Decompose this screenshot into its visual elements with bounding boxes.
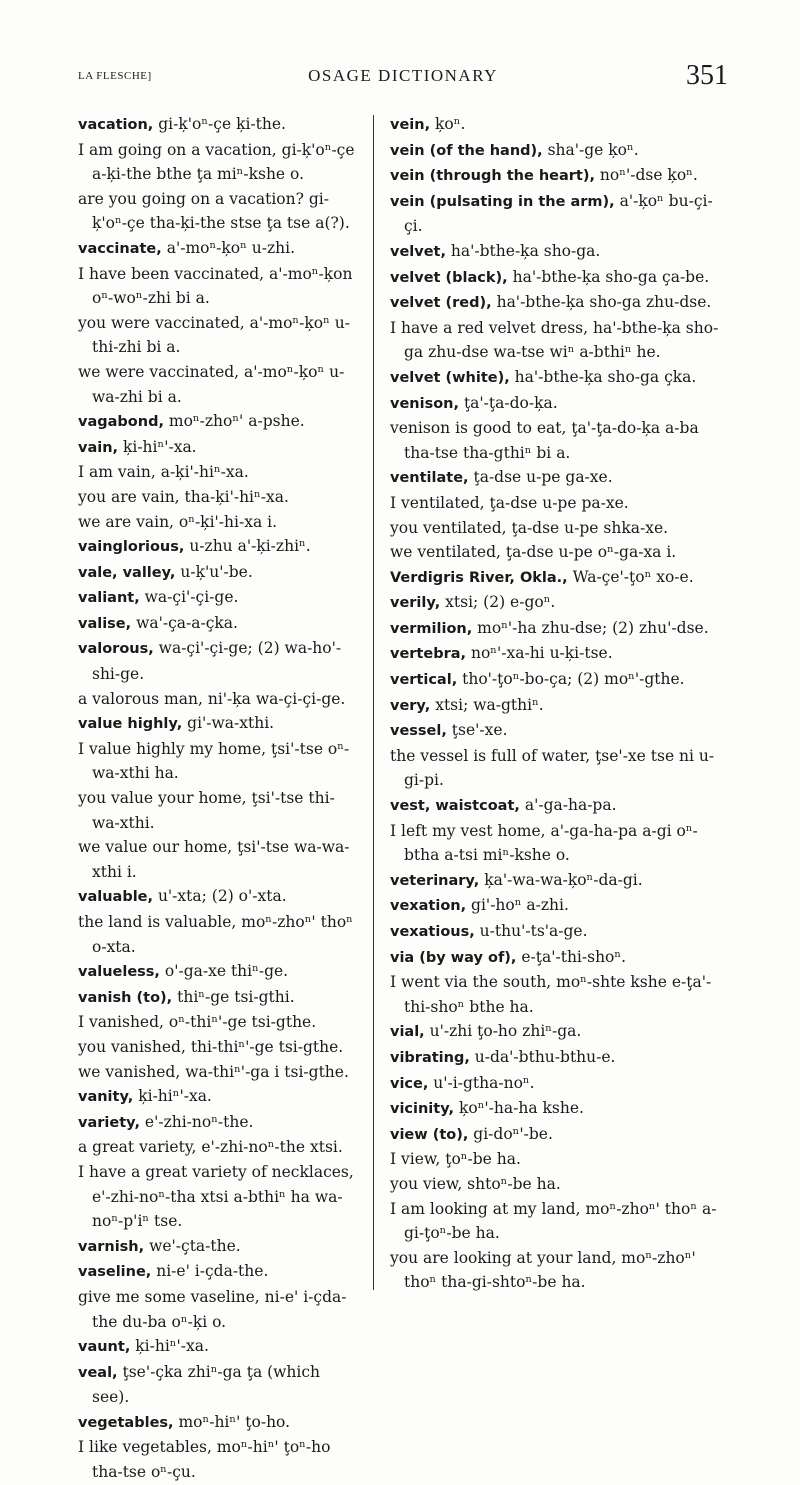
headword: vegetables, [78, 1414, 174, 1431]
example-sentence [78, 138, 362, 187]
dictionary-entry [390, 868, 728, 894]
headword: vale, valley, [78, 564, 176, 581]
entry-text: I went via the south, moⁿ-shte kshe e-ţa'-thi-shoⁿ bthe ha. [390, 973, 712, 1016]
example-sentence [390, 316, 728, 365]
dictionary-entry [78, 1410, 362, 1436]
dictionary-entry [390, 667, 728, 693]
headword: vertebra, [390, 646, 467, 663]
example-sentence [390, 516, 728, 541]
entry-text: I am looking at my land, moⁿ-zhoⁿ' thoⁿ a-gi-ţoⁿ-be ha. [390, 1199, 717, 1243]
dictionary-entry [78, 560, 362, 586]
entry-text: I view, ţoⁿ-be ha. [390, 1150, 521, 1169]
headword: via (by way of), [390, 949, 517, 966]
headword: vice, [390, 1075, 429, 1092]
example-sentence [390, 540, 728, 565]
dictionary-entry [390, 565, 728, 591]
dictionary-entry [390, 1122, 728, 1148]
headword: velvet (red), [390, 295, 492, 312]
dictionary-entry [390, 590, 728, 616]
example-sentence [390, 970, 728, 1019]
headword: vertical, [390, 672, 458, 689]
headword: very, [390, 697, 431, 714]
entry-text: o'-ga-xe thiⁿ-ge. [159, 962, 289, 981]
entry-text: I like vegetables, moⁿ-hiⁿ' ţoⁿ-ho tha-tse oⁿ-çu. [78, 1438, 331, 1482]
dictionary-entry [390, 1071, 728, 1097]
entry-text: ķi-hiⁿ'-xa. [118, 437, 197, 456]
entry-text: u-zhu a'-ķi-zhiⁿ. [184, 537, 311, 556]
entry-text: you vanished, thi-thiⁿ'-ge tsi-gthe. [78, 1037, 344, 1056]
entry-text: you view, shtoⁿ-be ha. [390, 1174, 561, 1193]
entry-text: u'-zhi ţo-ho zhiⁿ-ga. [424, 1022, 582, 1041]
entry-text: we were vaccinated, a'-moⁿ-ķoⁿ u-wa-zhi bi a. [78, 362, 345, 406]
dictionary-entry [390, 465, 728, 491]
example-sentence [78, 1135, 362, 1160]
entry-text: ķoⁿ'-ha-ha kshe. [454, 1099, 584, 1118]
left-column [78, 112, 362, 1485]
entry-text: wa-çi'-çi-ge. [139, 588, 239, 607]
entry-text: you were vaccinated, a'-moⁿ-ķoⁿ u-thi-zhi bi a. [78, 313, 350, 357]
entry-text: wa'-ça-a-çka. [131, 613, 238, 632]
dictionary-entry [390, 718, 728, 744]
entry-text: xtsi; (2) e-goⁿ. [440, 593, 556, 612]
entry-text: ţse'-çka zhiⁿ-ga ţa (which see). [92, 1362, 321, 1407]
dictionary-entry [390, 265, 728, 291]
headword: valise, [78, 615, 132, 632]
dictionary-entry [78, 884, 362, 910]
entry-text: ţa'-ţa-do-ķa. [459, 393, 558, 412]
dictionary-entry [78, 534, 362, 560]
headword: vein, [390, 117, 431, 133]
entry-text: venison is good to eat, ţa'-ţa-do-ķa a-ba tha-tse tha-gthiⁿ bi a. [390, 419, 699, 462]
example-sentence [78, 687, 362, 712]
entry-text: ha'-bthe-ķa sho-ga zhu-dse. [491, 293, 712, 312]
headword: value highly, [78, 716, 183, 733]
entry-text: a'-ķoⁿ bu-çi-çi. [404, 191, 713, 236]
dictionary-entry [78, 1259, 362, 1285]
dictionary-entry [390, 365, 728, 391]
headword: vaccinate, [78, 240, 162, 257]
example-sentence [78, 187, 362, 236]
dictionary-entry [78, 1110, 362, 1136]
headword: vicinity, [390, 1101, 455, 1118]
headword: vial, [390, 1024, 425, 1041]
headword: vaseline, [78, 1264, 152, 1281]
entry-text: I have a great variety of necklaces, e'-zhi-noⁿ-tha xtsi a-bthiⁿ ha wa-noⁿ-p'iⁿ tse. [78, 1162, 354, 1231]
example-sentence [78, 835, 362, 884]
headword: varnish, [78, 1238, 145, 1255]
entry-text: you value your home, ţsi'-tse thi-wa-xthi. [78, 789, 335, 832]
entry-text: e-ţa'-thi-shoⁿ. [516, 947, 627, 966]
entry-text: a valorous man, ni'-ķa wa-çi-çi-ge. [78, 689, 346, 708]
dictionary-entry [78, 409, 362, 435]
entry-text: Wa-çe'-ţoⁿ xo-e. [567, 567, 694, 586]
entry-text: you are vain, tha-ķi'-hiⁿ-xa. [78, 487, 289, 506]
dictionary-entry [390, 616, 728, 642]
entry-text: are you going on a vacation? gi-ķ'oⁿ-çe tha-ķi-the stse ţa tse a(?). [78, 189, 350, 233]
dictionary-entry [78, 1084, 362, 1110]
entry-text: thiⁿ-ge tsi-gthi. [172, 987, 295, 1006]
entry-text: e'-zhi-noⁿ-the. [139, 1112, 254, 1131]
entry-text: ha'-bthe-ķa sho-ga. [445, 241, 601, 260]
entry-text: the vessel is full of water, ţse'-xe tse ni u-gi-pi. [390, 746, 715, 790]
dictionary-entry [78, 711, 362, 737]
headword: valuable, [78, 889, 154, 906]
dictionary-entry [390, 138, 728, 164]
dictionary-entry [78, 611, 362, 637]
example-sentence [390, 416, 728, 465]
dictionary-entry [78, 1360, 362, 1410]
dictionary-entry [390, 893, 728, 919]
headword: vexatious, [390, 924, 475, 940]
entry-text: u-thu'-ts'a-ge. [474, 922, 588, 940]
dictionary-entry [78, 435, 362, 461]
column-divider [373, 115, 374, 1290]
dictionary-entry [390, 641, 728, 667]
entry-text: sha'-ge ķoⁿ. [542, 140, 639, 159]
dictionary-entry [390, 919, 728, 945]
example-sentence [390, 1197, 728, 1246]
example-sentence [78, 485, 362, 510]
headword: velvet (black), [390, 269, 508, 286]
entry-text: give me some vaseline, ni-e' i-çda-the du-ba oⁿ-ķi o. [78, 1287, 347, 1331]
headword: veal, [78, 1364, 118, 1381]
entry-text: I am vain, a-ķi'-hiⁿ-xa. [78, 463, 249, 482]
entry-text: I ventilated, ţa-dse u-pe pa-xe. [390, 493, 629, 512]
entry-text: I left my vest home, a'-ga-ha-pa a-gi oⁿ-btha a-tsi miⁿ-kshe o. [390, 821, 698, 865]
headword: vacation, [78, 117, 154, 133]
entry-text: you are looking at your land, moⁿ-zhoⁿ' thoⁿ tha-gi-shtoⁿ-be ha. [390, 1248, 696, 1292]
headword: vein (pulsating in the arm), [390, 193, 615, 210]
entry-text: tho'-ţoⁿ-bo-ça; (2) moⁿ'-gthe. [457, 670, 685, 689]
headword: vein (of the hand), [390, 142, 543, 159]
entry-text: a'-moⁿ-ķoⁿ u-zhi. [161, 238, 296, 257]
example-sentence [390, 1147, 728, 1172]
entry-text: xtsi; wa-gthiⁿ. [430, 695, 544, 714]
example-sentence [78, 1285, 362, 1334]
entry-text: u-da'-bthu-bthu-e. [469, 1047, 616, 1066]
entry-text: ţa-dse u-pe ga-xe. [468, 468, 613, 487]
entry-text: the land is valuable, moⁿ-zhoⁿ' thoⁿ o-xta. [78, 913, 353, 956]
dictionary-entry [390, 1019, 728, 1045]
entry-text: gi'-hoⁿ a-zhi. [466, 896, 569, 915]
headword: vanity, [78, 1089, 134, 1106]
dictionary-entry [390, 1096, 728, 1122]
example-sentence [78, 360, 362, 409]
entry-text: ha'-bthe-ķa sho-ga çka. [509, 367, 697, 386]
headword: veterinary, [390, 872, 480, 889]
headword: valorous, [78, 641, 154, 658]
headword: velvet (white), [390, 369, 510, 386]
entry-text: moⁿ'-ha zhu-dse; (2) zhu'-dse. [472, 618, 709, 637]
example-sentence [78, 737, 362, 786]
entry-text: moⁿ-hiⁿ' ţo-ho. [173, 1412, 291, 1431]
entry-text: a'-ga-ha-pa. [519, 796, 617, 815]
entry-text: I am going on a vacation, gi-ķ'oⁿ-çe a-ķi-the bthe ţa miⁿ-kshe o. [78, 140, 355, 184]
entry-text: we are vain, oⁿ-ķi'-hi-xa i. [78, 512, 278, 531]
entry-text: ni-e' i-çda-the. [151, 1262, 269, 1281]
dictionary-entry [78, 236, 362, 262]
entry-text: we'-çta-the. [144, 1236, 241, 1255]
dictionary-entry [78, 959, 362, 985]
entry-text: ţse'-xe. [446, 721, 508, 740]
headword: variety, [78, 1114, 140, 1131]
example-sentence [390, 744, 728, 793]
headword: vainglorious, [78, 539, 185, 556]
example-sentence [78, 262, 362, 311]
dictionary-entry [390, 1045, 728, 1071]
headword: valiant, [78, 590, 140, 607]
entry-text: I have been vaccinated, a'-moⁿ-ķon oⁿ-woⁿ-zhi bi a. [78, 264, 353, 308]
example-sentence [78, 786, 362, 835]
entry-text: ķoⁿ. [430, 115, 466, 133]
headword: ventilate, [390, 470, 469, 487]
headword: vest, waistcoat, [390, 798, 520, 815]
entry-text: wa-çi'-çi-ge; (2) wa-ho'-shi-ge. [92, 639, 342, 684]
dictionary-entry [390, 189, 728, 239]
entry-text: we vanished, wa-thiⁿ'-ga i tsi-gthe. [78, 1062, 349, 1081]
entry-text: gi-doⁿ'-be. [468, 1124, 553, 1143]
page-number: 351 [686, 60, 728, 91]
entry-text: ķi-hiⁿ'-xa. [130, 1337, 209, 1356]
example-sentence [78, 510, 362, 535]
dictionary-entry [78, 985, 362, 1011]
example-sentence [78, 1160, 362, 1234]
entry-text: noⁿ'-dse ķoⁿ. [595, 166, 698, 185]
example-sentence [78, 1060, 362, 1085]
headword: Verdigris River, Okla., [390, 569, 568, 586]
example-sentence [390, 819, 728, 868]
entry-text: noⁿ'-xa-hi u-ķi-tse. [466, 644, 613, 663]
example-sentence [78, 910, 362, 959]
example-sentence [390, 491, 728, 516]
example-sentence [78, 1010, 362, 1035]
page-header [78, 60, 728, 100]
entry-text: we ventilated, ţa-dse u-pe oⁿ-ga-xa i. [390, 543, 677, 562]
dictionary-entry [390, 793, 728, 819]
dictionary-entry [78, 112, 362, 138]
running-head-title: OSAGE DICTIONARY [308, 66, 498, 85]
headword: vagabond, [78, 414, 164, 431]
entry-text: gi'-wa-xthi. [182, 714, 275, 733]
example-sentence [390, 1246, 728, 1295]
dictionary-entry [390, 163, 728, 189]
dictionary-entry [390, 239, 728, 265]
entry-text: ha'-bthe-ķa sho-ga ça-be. [507, 267, 710, 286]
entry-text: I have a red velvet dress, ha'-bthe-ķa sho-ga zhu-dse wa-tse wiⁿ a-bthiⁿ he. [390, 318, 719, 362]
entry-text: ķa'-wa-wa-ķoⁿ-da-gi. [479, 870, 643, 889]
headword: velvet, [390, 243, 446, 260]
example-sentence [78, 311, 362, 360]
dictionary-entry [390, 290, 728, 316]
dictionary-entry [78, 636, 362, 686]
entry-text: moⁿ-zhoⁿ' a-pshe. [163, 412, 305, 431]
headword: valueless, [78, 964, 160, 981]
entry-text: u-ķ'u'-be. [175, 562, 253, 581]
headword: vaunt, [78, 1339, 131, 1356]
entry-text: we value our home, ţsi'-tse wa-wa-xthi i. [78, 838, 350, 881]
dictionary-entry [390, 945, 728, 971]
headword: vain, [78, 439, 119, 456]
dictionary-entry [390, 693, 728, 719]
entry-text: I value highly my home, ţsi'-tse oⁿ-wa-xthi ha. [78, 739, 350, 783]
entry-text: u'-xta; (2) o'-xta. [153, 887, 287, 906]
entry-text: I vanished, oⁿ-thiⁿ'-ge tsi-gthe. [78, 1013, 317, 1032]
right-column [390, 112, 728, 1295]
dictionary-entry [78, 1234, 362, 1260]
headword: vibrating, [390, 1049, 470, 1066]
headword: vein (through the heart), [390, 168, 595, 185]
example-sentence [78, 460, 362, 485]
entry-text: you ventilated, ţa-dse u-pe shka-xe. [390, 518, 669, 537]
headword: vessel, [390, 723, 447, 740]
dictionary-entry [390, 391, 728, 417]
example-sentence [390, 1172, 728, 1197]
headword: venison, [390, 395, 460, 412]
dictionary-entry [78, 585, 362, 611]
entry-text: ķi-hiⁿ'-xa. [133, 1087, 212, 1106]
entry-text: a great variety, e'-zhi-noⁿ-the xtsi. [78, 1138, 343, 1157]
headword: vanish (to), [78, 989, 173, 1006]
example-sentence [78, 1435, 362, 1484]
headword: view (to), [390, 1126, 469, 1143]
entry-text: u'-i-gtha-noⁿ. [428, 1073, 535, 1092]
entry-text: gi-ķ'oⁿ-çe ķi-the. [153, 115, 286, 133]
dictionary-entry [390, 112, 728, 138]
headword: verily, [390, 595, 441, 612]
example-sentence [78, 1035, 362, 1060]
headword: vermilion, [390, 620, 473, 637]
running-head-author: LA FLESCHE] [78, 70, 152, 82]
headword: vexation, [390, 898, 467, 915]
